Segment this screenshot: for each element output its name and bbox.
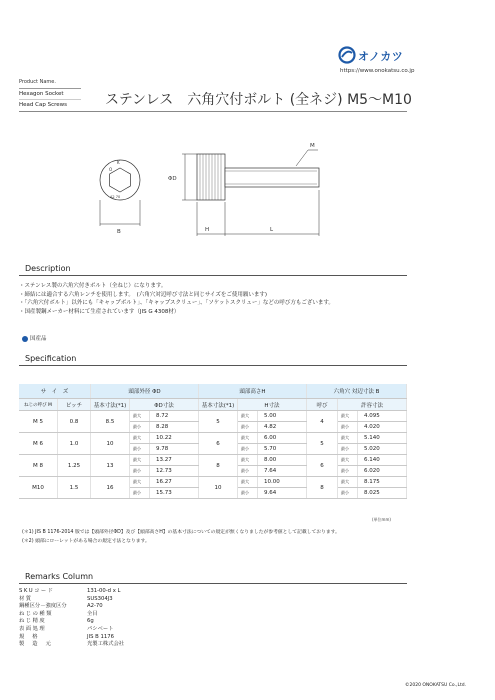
header-head-height: 頭部高さH	[199, 384, 307, 399]
cell-d-min: 12.73	[150, 466, 199, 477]
label-b: B	[117, 229, 121, 235]
logo-text: オノカツ	[358, 50, 404, 63]
cell-max-label: 最大	[130, 477, 150, 488]
cell-d-max: 10.22	[150, 433, 199, 444]
cell-b-nominal: 5	[307, 433, 338, 455]
cell-min-label: 最小	[238, 444, 258, 455]
cell-max-label: 最大	[130, 455, 150, 466]
label-m: M	[310, 143, 315, 149]
label-phi-d: ΦD	[168, 176, 177, 182]
description-line: ・ステンレス製の六角穴付きボルト（全ねじ）になります。	[19, 283, 167, 289]
subheader-m: ねじの呼び M	[19, 399, 58, 411]
subheader-h-size: H寸法	[238, 399, 307, 411]
cell-min-label: 最小	[130, 444, 150, 455]
cell-max-label: 最大	[130, 411, 150, 422]
copyright: ©2020 ONOKATSU Co.,Ltd.	[405, 683, 466, 688]
cell-max-label: 最大	[238, 411, 258, 422]
unit-note: (単位mm)	[372, 517, 391, 522]
remark-value: パシベート	[87, 625, 114, 632]
product-name-label: Product Name.	[19, 79, 56, 85]
cell-max-label: 最大	[338, 477, 358, 488]
cell-b-nominal: 4	[307, 411, 338, 433]
remark-value: 光製工株式会社	[87, 641, 125, 648]
cell-pitch: 1.5	[58, 477, 91, 499]
remark-value: 131-00-d x L	[87, 588, 121, 594]
cell-min-label: 最小	[238, 466, 258, 477]
brand-logo	[338, 46, 410, 64]
cell-h-basic: 6	[199, 433, 238, 455]
cell-d-min: 8.28	[150, 422, 199, 433]
remark-key: ねじの種類	[19, 610, 53, 617]
remark-key: 規格	[19, 633, 46, 640]
cell-b-max: 4.095	[358, 411, 407, 422]
subheader-d-basic: 基本寸法(*1)	[91, 399, 130, 411]
cell-m: M 6	[19, 433, 58, 455]
cell-max-label: 最大	[130, 433, 150, 444]
cell-d-basic: 13	[91, 455, 130, 477]
cell-min-label: 最小	[238, 488, 258, 499]
cell-d-min: 9.78	[150, 444, 199, 455]
product-name-divider	[19, 99, 81, 100]
cell-d-basic: 8.5	[91, 411, 130, 433]
cell-b-min: 8.025	[358, 488, 407, 499]
cell-h-min: 7.64	[258, 466, 307, 477]
specification-heading: Specification	[25, 354, 77, 363]
cell-d-basic: 10	[91, 433, 130, 455]
spec-note: (＊1) JIS B 1176-2014 版では【頭部外径ΦD】及び【頭部高さH】の基本寸法についての規定が無くなりましたが参考値として記載しております。	[22, 530, 340, 535]
title-rule	[19, 111, 407, 112]
cell-b-min: 4.020	[358, 422, 407, 433]
table-row	[19, 433, 407, 444]
cell-min-label: 最小	[338, 422, 358, 433]
cell-min-label: 最小	[338, 444, 358, 455]
bolt-side-view	[168, 143, 319, 236]
remark-value: 全目	[87, 610, 98, 617]
cell-b-nominal: 6	[307, 455, 338, 477]
product-name-rule	[19, 88, 81, 89]
label-l: L	[270, 227, 274, 233]
remark-item	[19, 634, 319, 642]
header-hex-socket: 六角穴 対辺寸法 B	[307, 384, 407, 399]
cell-min-label: 最小	[130, 422, 150, 433]
cell-min-label: 最小	[338, 466, 358, 477]
cell-d-max: 13.27	[150, 455, 199, 466]
domestic-label: 国産品	[30, 336, 47, 342]
cell-d-max: 8.72	[150, 411, 199, 422]
remarks-list	[19, 588, 319, 649]
cell-b-max: 6.140	[358, 455, 407, 466]
spec-note: (＊2) 頭部にローレットがある場合の規定寸法となります。	[22, 538, 150, 544]
cell-h-basic: 8	[199, 455, 238, 477]
page-title: ステンレス 六角穴付ボルト (全ネジ) M5〜M10	[105, 92, 412, 108]
cell-d-min: 15.73	[150, 488, 199, 499]
cell-h-max: 6.00	[258, 433, 307, 444]
remark-key: SKUコード	[19, 588, 55, 594]
cell-max-label: 最大	[338, 455, 358, 466]
product-name-line-1: Hexagon Socket	[19, 91, 64, 97]
remark-key: 表面処理	[19, 625, 47, 632]
remark-value: 6g	[87, 618, 94, 625]
remark-value: SUS304J3	[87, 595, 113, 602]
cell-h-min: 5.70	[258, 444, 307, 455]
description-heading: Description	[25, 264, 71, 273]
spec-notes	[22, 529, 422, 546]
cell-m: M 8	[19, 455, 58, 477]
cell-h-max: 5.00	[258, 411, 307, 422]
cell-min-label: 最小	[338, 488, 358, 499]
remark-item	[19, 603, 319, 611]
remark-item	[19, 641, 319, 649]
cell-h-basic: 5	[199, 411, 238, 433]
product-name-line-2: Head Cap Screws	[19, 102, 67, 108]
cell-b-max: 5.140	[358, 433, 407, 444]
cell-h-max: 8.00	[258, 455, 307, 466]
spec-table	[19, 384, 407, 499]
remark-key: ねじ精度	[19, 618, 47, 625]
cell-m: M 5	[19, 411, 58, 433]
cell-max-label: 最大	[238, 433, 258, 444]
head-mark-o: O	[109, 167, 113, 172]
cell-pitch: 1.0	[58, 433, 91, 455]
remark-value: A2-70	[87, 603, 103, 610]
table-row	[19, 455, 407, 466]
bolt-drawing	[96, 138, 332, 238]
remarks-heading: Remarks Column	[25, 572, 94, 581]
cell-b-min: 6.020	[358, 466, 407, 477]
cell-b-nominal: 8	[307, 477, 338, 499]
remark-item	[19, 618, 319, 626]
domestic-badge	[22, 335, 47, 344]
head-mark-k: K	[117, 160, 120, 165]
label-h: H	[205, 227, 210, 233]
remark-value: JIS B 1176	[87, 633, 114, 640]
subheader-b-nominal: 呼び	[307, 399, 338, 411]
remark-key: 製造元	[19, 641, 59, 648]
subheader-d-size: ΦD寸法	[130, 399, 199, 411]
subheader-b-tolerance: 許容寸法	[338, 399, 407, 411]
cell-d-basic: 16	[91, 477, 130, 499]
cell-h-min: 9.64	[258, 488, 307, 499]
domestic-dot-icon	[22, 336, 28, 342]
description-line: ・国産製鋼メーカー材料にて生産されています（JIS G 4308材）	[19, 308, 180, 315]
cell-min-label: 最小	[130, 488, 150, 499]
cell-d-max: 16.27	[150, 477, 199, 488]
specification-rule	[19, 365, 407, 366]
cell-min-label: 最小	[130, 466, 150, 477]
logo-swirl-icon	[338, 46, 356, 64]
remark-key: 鋼種区分－強度区分	[19, 603, 67, 610]
cell-b-min: 5.020	[358, 444, 407, 455]
subheader-pitch: ピッチ	[58, 399, 91, 411]
company-url[interactable]: https://www.onokatsu.co.jp	[340, 68, 415, 74]
head-mark-grade: A2 70	[110, 195, 121, 199]
header-size: サ イ ズ	[19, 384, 91, 399]
remark-item	[19, 611, 319, 619]
description-line: ・「六角穴付ボルト」以外にも「キャップボルト」、「キャップスクリュー」、「ソケットスクリュー」などの呼び方もございます。	[19, 300, 334, 306]
cell-b-max: 8.175	[358, 477, 407, 488]
cell-max-label: 最大	[238, 455, 258, 466]
remark-item	[19, 626, 319, 634]
table-row	[19, 411, 407, 422]
table-row	[19, 477, 407, 488]
cell-max-label: 最大	[238, 477, 258, 488]
cell-h-max: 10.00	[258, 477, 307, 488]
cell-min-label: 最小	[238, 422, 258, 433]
cell-max-label: 最大	[338, 433, 358, 444]
remark-key: 材質	[19, 595, 33, 602]
description-line: ・締結には適合する六角レンチを使用します。 (六角穴対辺呼び寸法と同じサイズをご使用願います)	[19, 291, 268, 298]
remark-item	[19, 588, 319, 596]
bolt-end-view	[100, 160, 140, 235]
cell-pitch: 1.25	[58, 455, 91, 477]
cell-m: M10	[19, 477, 58, 499]
cell-h-min: 4.82	[258, 422, 307, 433]
subheader-h-basic: 基本寸法(*1)	[199, 399, 238, 411]
cell-pitch: 0.8	[58, 411, 91, 433]
cell-max-label: 最大	[338, 411, 358, 422]
remarks-rule	[19, 583, 407, 584]
description-rule	[19, 275, 407, 276]
header-head-diameter: 頭部外径 ΦD	[91, 384, 199, 399]
cell-h-basic: 10	[199, 477, 238, 499]
description-list	[19, 282, 419, 316]
